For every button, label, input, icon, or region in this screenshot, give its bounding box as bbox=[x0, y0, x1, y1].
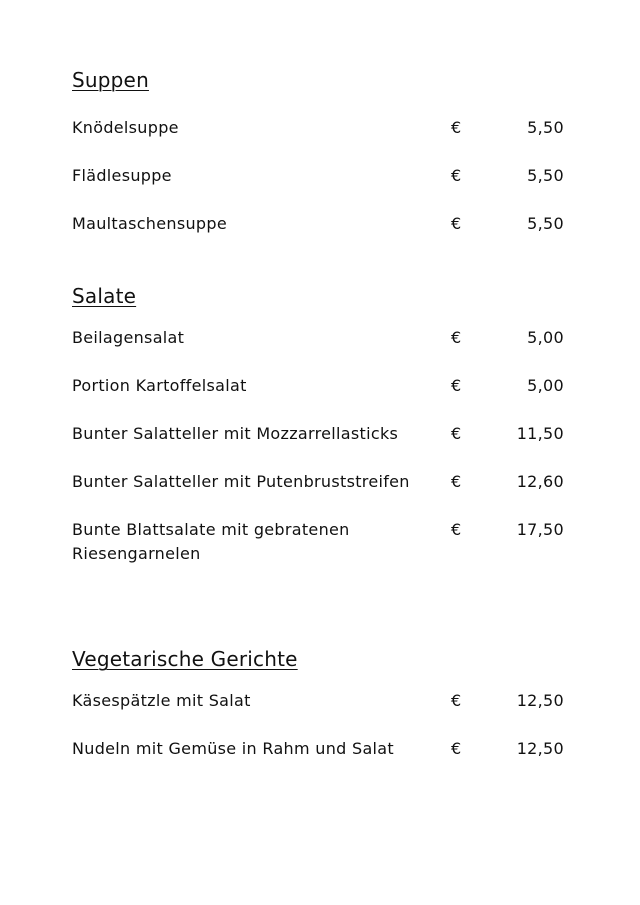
item-name: Knödelsuppe bbox=[72, 118, 179, 137]
item-price: 5,50 bbox=[527, 214, 564, 233]
menu-item bbox=[72, 212, 572, 260]
item-price: 12,60 bbox=[516, 472, 564, 491]
item-price: 5,00 bbox=[527, 376, 564, 395]
item-price: 17,50 bbox=[516, 520, 564, 539]
item-name: Beilagensalat bbox=[72, 328, 185, 347]
menu-item bbox=[72, 422, 572, 470]
currency-symbol: € bbox=[451, 376, 462, 395]
section-title: Suppen bbox=[72, 68, 149, 92]
currency-symbol: € bbox=[451, 472, 462, 491]
menu-item bbox=[72, 470, 572, 518]
currency-symbol: € bbox=[451, 328, 462, 347]
item-price: 5,50 bbox=[527, 118, 564, 137]
menu-item bbox=[72, 518, 572, 574]
item-price: 11,50 bbox=[516, 424, 564, 443]
currency-symbol: € bbox=[451, 214, 462, 233]
item-name: Käsespätzle mit Salat bbox=[72, 691, 251, 710]
currency-symbol: € bbox=[451, 166, 462, 185]
currency-symbol: € bbox=[451, 118, 462, 137]
menu-item bbox=[72, 116, 572, 164]
item-price: 12,50 bbox=[516, 691, 564, 710]
currency-symbol: € bbox=[451, 691, 462, 710]
section-title: Vegetarische Gerichte bbox=[72, 647, 298, 671]
item-price: 5,00 bbox=[527, 328, 564, 347]
item-name: Maultaschensuppe bbox=[72, 214, 227, 233]
item-price: 12,50 bbox=[516, 739, 564, 758]
item-name: Bunter Salatteller mit Mozzarrellasticks bbox=[72, 424, 399, 443]
section-title: Salate bbox=[72, 284, 137, 308]
item-name: Bunte Blattsalate mit gebratenen Riesengarnelen bbox=[72, 520, 350, 563]
item-name: Bunter Salatteller mit Putenbruststreifen bbox=[72, 472, 410, 491]
currency-symbol: € bbox=[451, 739, 462, 758]
currency-symbol: € bbox=[451, 520, 462, 539]
menu-item bbox=[72, 326, 572, 374]
menu-item bbox=[72, 737, 572, 785]
menu-item bbox=[72, 689, 572, 737]
item-name: Flädlesuppe bbox=[72, 166, 172, 185]
currency-symbol: € bbox=[451, 424, 462, 443]
item-price: 5,50 bbox=[527, 166, 564, 185]
item-name: Nudeln mit Gemüse in Rahm und Salat bbox=[72, 739, 394, 758]
menu-item bbox=[72, 164, 572, 212]
item-name: Portion Kartoffelsalat bbox=[72, 376, 247, 395]
menu-item bbox=[72, 374, 572, 422]
